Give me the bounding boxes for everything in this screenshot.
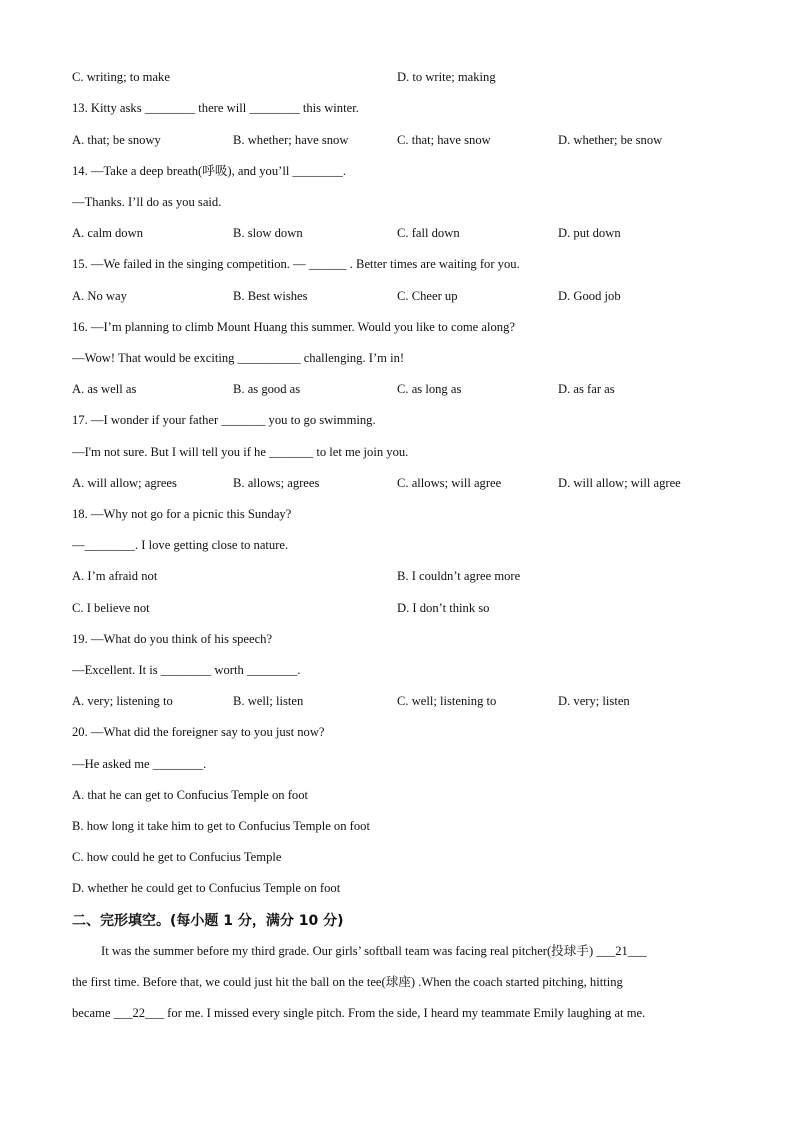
q20-stem: 20. —What did the foreigner say to you just now? (72, 725, 325, 739)
q18-option-a: A. I’m afraid not (72, 569, 158, 583)
q17-option-c: C. allows; will agree (397, 476, 502, 490)
q20-option-d: D. whether he could get to Confucius Temple on foot (72, 881, 341, 895)
q16-option-a: A. as well as (72, 382, 137, 396)
passage-line-3-end: for me. I missed every single pitch. From the side, I heard my teammate Emily laughing at me. (167, 1006, 646, 1020)
q19-option-a: A. very; listening to (72, 694, 173, 708)
q13-option-a: A. that; be snowy (72, 133, 161, 147)
section-heading-cloze: 二、完形填空。(每小题 1 分，满分 10 分) (72, 913, 344, 929)
q14-option-a: A. calm down (72, 226, 143, 240)
passage-line-1-text: It was the summer before my third grade. Our girls’ softball team was facing real pitcher(投球手) (101, 944, 594, 958)
q18-option-d: D. I don’t think so (397, 601, 490, 615)
q17-option-a: A. will allow; agrees (72, 476, 177, 490)
q13-option-b: B. whether; have snow (233, 133, 349, 147)
q15-stem: 15. —We failed in the singing competition. — ______ . Better times are waiting for you. (72, 257, 520, 271)
q19-reply: —Excellent. It is ________ worth ________. (72, 663, 301, 677)
q12-option-c: C. writing; to make (72, 70, 170, 84)
blank-21: ___21___ (596, 944, 647, 958)
q19-stem: 19. —What do you think of his speech? (72, 632, 273, 646)
blank-22: ___22___ (113, 1006, 164, 1020)
q20-option-c: C. how could he get to Confucius Temple (72, 850, 282, 864)
q18-option-c: C. I believe not (72, 601, 150, 615)
q18-reply: —________. I love getting close to nature. (72, 538, 289, 552)
q15-option-c: C. Cheer up (397, 289, 458, 303)
q20-option-b: B. how long it take him to get to Confucius Temple on foot (72, 819, 370, 833)
q18-stem: 18. —Why not go for a picnic this Sunday? (72, 507, 292, 521)
q15-option-b: B. Best wishes (233, 289, 308, 303)
q19-option-c: C. well; listening to (397, 694, 497, 708)
q13-option-c: C. that; have snow (397, 133, 491, 147)
q19-option-b: B. well; listen (233, 694, 304, 708)
q20-option-a: A. that he can get to Confucius Temple on foot (72, 788, 309, 802)
q13-option-d: D. whether; be snow (558, 133, 663, 147)
q12-option-d: D. to write; making (397, 70, 496, 84)
q16-stem: 16. —I’m planning to climb Mount Huang this summer. Would you like to come along? (72, 320, 515, 334)
q14-option-d: D. put down (558, 226, 621, 240)
passage-line-3-start: became (72, 1006, 111, 1020)
q20-reply: —He asked me ________. (72, 757, 207, 771)
q15-option-d: D. Good job (558, 289, 621, 303)
q19-option-d: D. very; listen (558, 694, 630, 708)
passage-line-1 (101, 943, 741, 959)
q17-option-b: B. allows; agrees (233, 476, 320, 490)
q14-reply: —Thanks. I’ll do as you said. (72, 195, 222, 209)
q17-reply: —I'm not sure. But I will tell you if he _______ to let me join you. (72, 445, 409, 459)
q18-option-b: B. I couldn’t agree more (397, 569, 521, 583)
q14-option-c: C. fall down (397, 226, 460, 240)
q17-option-d: D. will allow; will agree (558, 476, 681, 490)
q14-option-b: B. slow down (233, 226, 303, 240)
q15-option-a: A. No way (72, 289, 127, 303)
q16-option-c: C. as long as (397, 382, 462, 396)
passage-line-3 (72, 1005, 712, 1021)
q16-reply: —Wow! That would be exciting __________ challenging. I’m in! (72, 351, 405, 365)
q14-stem: 14. —Take a deep breath(呼吸), and you’ll ________. (72, 164, 347, 178)
q13-stem: 13. Kitty asks ________ there will ________ this winter. (72, 101, 359, 115)
q16-option-d: D. as far as (558, 382, 615, 396)
q17-stem: 17. —I wonder if your father _______ you to go swimming. (72, 413, 376, 427)
q16-option-b: B. as good as (233, 382, 301, 396)
passage-line-2: the first time. Before that, we could just hit the ball on the tee(球座) .When the coach started pitching, hitting (72, 975, 623, 989)
